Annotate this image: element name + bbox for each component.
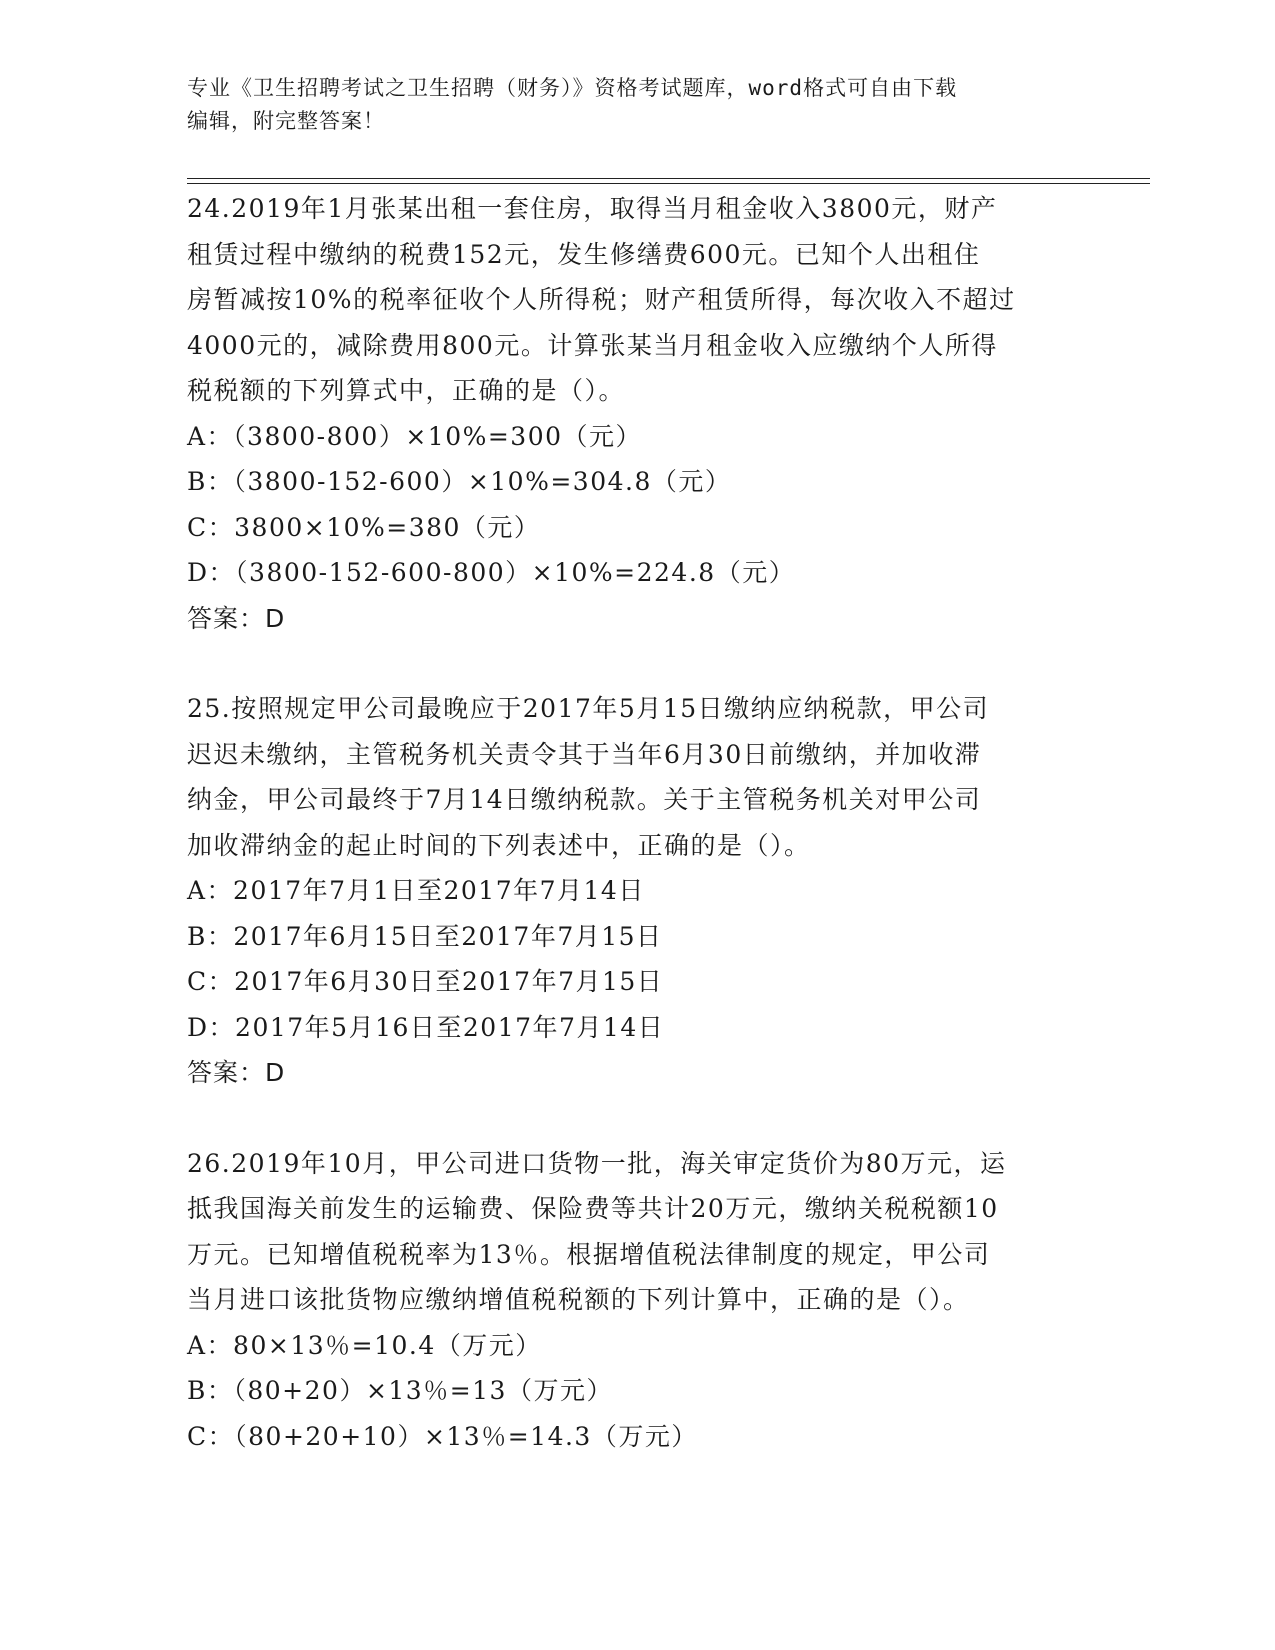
question-stem-line: 租赁过程中缴纳的税费152元，发生修缮费600元。已知个人出租住 <box>187 239 981 269</box>
question-24 <box>187 186 1087 641</box>
option-b: B：（3800-152-600）×10%=304.8（元） <box>187 467 732 496</box>
option-c: C：2017年6月30日至2017年7月15日 <box>187 967 664 996</box>
question-list <box>187 186 1087 1504</box>
question-stem-line: 25.按照规定甲公司最晚应于2017年5月15日缴纳应纳税款，甲公司 <box>187 694 990 723</box>
header-divider <box>187 183 1150 184</box>
document-header <box>187 72 1087 138</box>
option-a: A：2017年7月1日至2017年7月14日 <box>187 876 645 905</box>
header-line: 编辑，附完整答案！ <box>187 109 385 133</box>
question-stem-line: 26.2019年10月，甲公司进口货物一批，海关审定货价为80万元，运 <box>187 1148 1007 1178</box>
header-line: 专业《卫生招聘考试之卫生招聘（财务）》资格考试题库，word格式可自由下载 <box>187 76 958 100</box>
question-stem-line: 4000元的，减除费用800元。计算张某当月租金收入应缴纳个人所得 <box>187 330 998 360</box>
option-d: D：2017年5月16日至2017年7月14日 <box>187 1012 665 1042</box>
option-b: B：2017年6月15日至2017年7月15日 <box>187 921 663 951</box>
question-26 <box>187 1141 1087 1460</box>
option-a: A：（3800-800）×10%=300（元） <box>187 421 643 451</box>
question-stem-line: 迟迟未缴纳，主管税务机关责令其于当年6月30日前缴纳，并加收滞 <box>187 739 982 769</box>
header-divider <box>187 178 1150 179</box>
question-stem-line: 税税额的下列算式中，正确的是（）。 <box>187 376 626 405</box>
question-stem-line: 万元。已知增值税税率为13％。根据增值税法律制度的规定，甲公司 <box>187 1239 991 1269</box>
question-25 <box>187 686 1087 1096</box>
question-stem-line: 24.2019年1月张某出租一套住房，取得当月租金收入3800元，财产 <box>187 194 998 223</box>
option-b: B：（80+20）×13％=13（万元） <box>187 1376 613 1405</box>
option-c: C：3800×10%=380（元） <box>187 512 541 542</box>
option-a: A：80×13％=10.4（万元） <box>187 1330 542 1360</box>
question-stem-line: 抵我国海关前发生的运输费、保险费等共计20万元，缴纳关税税额10 <box>187 1194 999 1223</box>
option-d: D：（3800-152-600-800）×10%=224.8（元） <box>187 558 796 587</box>
answer-label: 答案：D <box>187 603 286 633</box>
question-stem-line: 纳金，甲公司最终于7月14日缴纳税款。关于主管税务机关对甲公司 <box>187 785 982 814</box>
question-stem-line: 加收滞纳金的起止时间的下列表述中，正确的是（）。 <box>187 830 811 860</box>
answer-label: 答案：D <box>187 1058 286 1087</box>
question-stem-line: 房暂减按10%的税率征收个人所得税；财产租赁所得，每次收入不超过 <box>187 285 1016 314</box>
option-c: C：（80+20+10）×13％=14.3（万元） <box>187 1421 698 1451</box>
question-stem-line: 当月进口该批货物应缴纳增值税税额的下列计算中，正确的是（）。 <box>187 1285 970 1314</box>
